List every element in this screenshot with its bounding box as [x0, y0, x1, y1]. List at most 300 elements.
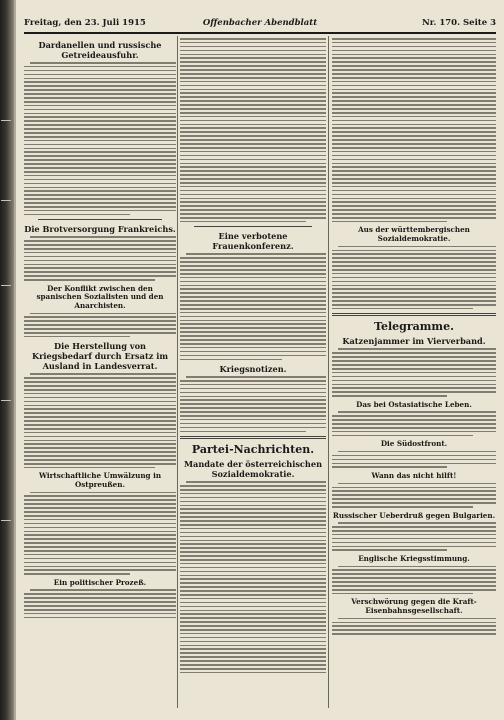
text-line	[332, 573, 496, 575]
text-line	[332, 186, 496, 188]
text-line	[180, 551, 326, 553]
text-line	[338, 246, 496, 248]
text-line	[24, 210, 176, 212]
text-line	[180, 61, 326, 63]
text-line	[24, 240, 176, 242]
text-line	[180, 186, 326, 188]
text-line	[332, 466, 447, 468]
text-line	[24, 316, 176, 318]
article-body	[180, 376, 326, 432]
text-line	[180, 594, 326, 596]
text-line	[180, 571, 326, 573]
text-line	[180, 543, 326, 545]
headline: Dardanellen und russische Getreideausfuhr.	[38, 40, 162, 60]
text-line	[180, 269, 326, 271]
text-line	[332, 159, 496, 161]
text-line	[24, 163, 176, 165]
text-line	[24, 558, 176, 560]
text-line	[180, 116, 326, 118]
text-line	[24, 381, 176, 383]
text-line	[180, 151, 326, 153]
text-line	[332, 120, 496, 122]
text-line	[180, 124, 326, 126]
text-line	[24, 244, 176, 246]
text-line	[332, 92, 496, 94]
text-line	[180, 586, 326, 588]
column-divider	[177, 36, 178, 708]
article	[24, 285, 176, 338]
text-line	[24, 428, 176, 430]
text-line	[24, 206, 176, 208]
text-line	[332, 257, 496, 259]
text-line	[24, 202, 176, 204]
text-line	[332, 269, 496, 271]
text-line	[180, 567, 326, 569]
text-line	[180, 46, 326, 48]
article-body	[180, 253, 326, 360]
article	[180, 38, 326, 222]
text-line	[24, 113, 176, 115]
text-line	[24, 167, 176, 169]
text-line	[24, 397, 176, 399]
text-line	[24, 132, 176, 134]
binding-edge	[0, 0, 14, 720]
text-line	[24, 66, 176, 68]
text-line	[332, 376, 496, 378]
text-line	[180, 335, 326, 337]
text-line	[180, 617, 326, 619]
text-line	[24, 264, 176, 266]
text-line	[180, 127, 326, 129]
text-line	[30, 589, 176, 591]
text-line	[24, 617, 176, 619]
headline: Katzenjammer im Vierverband.	[342, 336, 486, 347]
text-line	[24, 171, 176, 173]
article-body	[332, 483, 496, 508]
text-line	[332, 253, 496, 255]
text-line	[180, 520, 326, 522]
text-line	[24, 408, 176, 410]
text-line	[332, 569, 496, 571]
text-line	[24, 78, 176, 80]
text-line	[332, 108, 496, 110]
text-line	[180, 166, 326, 168]
text-line	[24, 175, 176, 177]
text-line	[186, 481, 326, 483]
text-line	[180, 625, 326, 627]
text-line	[24, 443, 176, 445]
text-line	[24, 332, 176, 334]
text-line	[332, 221, 447, 223]
text-line	[332, 387, 496, 389]
text-line	[332, 174, 496, 176]
headline: Das bei Ostasiatische Leben.	[356, 399, 472, 409]
text-line	[180, 108, 326, 110]
text-line	[332, 384, 496, 386]
article	[180, 231, 326, 360]
text-line	[24, 605, 176, 607]
text-line	[332, 581, 496, 583]
text-line	[180, 81, 326, 83]
text-line	[180, 411, 326, 413]
text-line	[332, 356, 496, 358]
text-line	[180, 602, 326, 604]
text-line	[186, 253, 326, 255]
text-line	[24, 89, 176, 91]
text-line	[180, 621, 326, 623]
text-line	[332, 42, 496, 44]
text-line	[180, 641, 326, 643]
text-line	[332, 288, 496, 290]
text-line	[180, 131, 326, 133]
column-1	[24, 38, 176, 708]
text-line	[180, 277, 326, 279]
headline: Kriegsnotizen.	[219, 364, 287, 375]
article-body	[24, 62, 176, 215]
text-line	[180, 54, 326, 56]
text-line	[24, 151, 176, 153]
text-line	[180, 65, 326, 67]
text-line	[24, 324, 176, 326]
text-line	[338, 618, 496, 620]
text-line	[180, 392, 326, 394]
text-line	[180, 343, 326, 345]
article	[180, 364, 326, 432]
text-line	[180, 508, 326, 510]
text-line	[180, 532, 326, 534]
text-line	[180, 396, 326, 398]
text-line	[332, 273, 496, 275]
text-line	[332, 542, 496, 544]
text-line	[332, 124, 496, 126]
text-line	[180, 359, 282, 361]
text-line	[180, 563, 326, 565]
text-line	[332, 38, 496, 40]
article-body	[24, 492, 176, 575]
text-line	[24, 124, 176, 126]
text-line	[332, 633, 496, 635]
text-line	[332, 300, 496, 302]
text-line	[180, 656, 326, 658]
text-line	[332, 372, 496, 374]
headline: Eine verbotene Frauenkonferenz.	[212, 231, 294, 252]
text-line	[332, 391, 496, 393]
text-line	[332, 147, 496, 149]
text-line	[180, 633, 326, 635]
text-line	[180, 96, 326, 98]
text-line	[180, 431, 306, 433]
text-line	[332, 46, 496, 48]
text-line	[24, 194, 176, 196]
text-line	[24, 412, 176, 414]
headline: Englische Kriegsstimmung.	[358, 554, 470, 563]
text-line	[332, 304, 496, 306]
text-line	[180, 57, 326, 59]
text-line	[24, 328, 176, 330]
text-line	[180, 489, 326, 491]
text-line	[332, 593, 473, 595]
text-line	[180, 38, 326, 40]
paper-title: Offenbacher Abendblatt	[202, 18, 318, 28]
text-line	[24, 155, 176, 157]
text-line	[332, 622, 496, 624]
text-line	[24, 515, 176, 517]
article-body	[332, 566, 496, 595]
headline: Die Südostfront.	[380, 439, 448, 449]
text-line	[24, 140, 176, 142]
text-line	[332, 490, 496, 492]
article	[24, 341, 176, 468]
column-3	[332, 38, 496, 708]
text-line	[24, 573, 130, 575]
section-title: Telegramme.	[374, 320, 454, 334]
text-line	[180, 312, 326, 314]
text-line	[24, 81, 176, 83]
text-line	[180, 610, 326, 612]
text-line	[24, 467, 155, 469]
text-line	[24, 546, 176, 548]
text-line	[332, 296, 496, 298]
text-line	[180, 147, 326, 149]
article	[24, 40, 176, 215]
text-line	[332, 201, 496, 203]
text-line	[180, 339, 326, 341]
text-line	[180, 198, 326, 200]
text-line	[332, 89, 496, 91]
text-line	[180, 135, 326, 137]
text-line	[180, 637, 326, 639]
text-line	[180, 645, 326, 647]
text-line	[24, 424, 176, 426]
text-line	[24, 507, 176, 509]
text-line	[332, 629, 496, 631]
article	[332, 336, 496, 396]
text-line	[24, 377, 176, 379]
text-line	[332, 625, 496, 627]
text-line	[180, 399, 326, 401]
text-line	[24, 93, 176, 95]
text-line	[332, 261, 496, 263]
text-line	[338, 411, 496, 413]
text-line	[180, 355, 326, 357]
text-line	[180, 85, 326, 87]
text-line	[332, 546, 496, 548]
text-line	[24, 416, 176, 418]
text-line	[24, 144, 176, 146]
text-line	[332, 155, 496, 157]
text-line	[24, 597, 176, 599]
text-line	[24, 566, 176, 568]
text-line	[180, 384, 326, 386]
article	[332, 38, 496, 222]
text-line	[332, 250, 496, 252]
text-line	[332, 190, 496, 192]
text-line	[24, 148, 176, 150]
text-line	[180, 407, 326, 409]
text-line	[332, 178, 496, 180]
text-line	[24, 116, 176, 118]
text-line	[24, 97, 176, 99]
article-body	[332, 411, 496, 436]
article-body	[332, 348, 496, 396]
text-line	[24, 609, 176, 611]
text-line	[180, 351, 326, 353]
text-line	[24, 279, 155, 281]
article	[180, 443, 326, 673]
article	[332, 440, 496, 468]
text-line	[180, 423, 326, 425]
text-line	[24, 447, 176, 449]
text-line	[180, 380, 326, 382]
text-line	[180, 652, 326, 654]
text-line	[332, 526, 496, 528]
text-line	[24, 256, 176, 258]
text-line	[24, 523, 176, 525]
text-line	[180, 69, 326, 71]
text-line	[24, 503, 176, 505]
text-line	[24, 519, 176, 521]
text-line	[24, 432, 176, 434]
text-line	[24, 198, 176, 200]
text-line	[180, 221, 306, 223]
text-line	[180, 555, 326, 557]
text-line	[24, 554, 176, 556]
text-line	[180, 664, 326, 666]
article-body	[180, 481, 326, 673]
article-body	[332, 522, 496, 551]
text-line	[30, 313, 176, 315]
text-line	[332, 198, 496, 200]
subheadline: Mandate der österreichischen Sozialdemokratie.	[183, 459, 323, 480]
text-line	[180, 217, 326, 219]
text-line	[180, 415, 326, 417]
text-line	[24, 101, 176, 103]
text-line	[180, 524, 326, 526]
text-line	[180, 163, 326, 165]
text-line	[338, 522, 496, 524]
text-line	[24, 401, 176, 403]
text-line	[180, 323, 326, 325]
text-line	[24, 109, 176, 111]
text-line	[332, 127, 496, 129]
text-line	[180, 590, 326, 592]
text-line	[180, 536, 326, 538]
text-line	[24, 320, 176, 322]
text-line	[180, 104, 326, 106]
text-line	[180, 213, 326, 215]
text-line	[180, 629, 326, 631]
text-line	[332, 463, 496, 465]
text-line	[332, 423, 496, 425]
text-line	[332, 380, 496, 382]
text-line	[332, 163, 496, 165]
text-line	[332, 530, 496, 532]
article	[24, 224, 176, 280]
text-line	[180, 265, 326, 267]
text-line	[24, 601, 176, 603]
article	[332, 472, 496, 508]
text-line	[24, 455, 176, 457]
text-line	[180, 194, 326, 196]
text-line	[180, 485, 326, 487]
text-line	[24, 451, 176, 453]
text-line	[332, 96, 496, 98]
text-line	[24, 120, 176, 122]
text-line	[332, 285, 496, 287]
text-line	[332, 427, 496, 429]
text-line	[24, 260, 176, 262]
text-line	[338, 483, 496, 485]
text-line	[332, 131, 496, 133]
text-line	[332, 577, 496, 579]
text-line	[180, 427, 326, 429]
text-line	[332, 57, 496, 59]
text-line	[332, 498, 496, 500]
text-line	[332, 292, 496, 294]
text-line	[180, 419, 326, 421]
text-line	[332, 85, 496, 87]
text-line	[24, 85, 176, 87]
article	[24, 579, 176, 618]
text-line	[24, 393, 176, 395]
text-line	[180, 182, 326, 184]
text-line	[24, 252, 176, 254]
text-line	[180, 512, 326, 514]
text-line	[332, 395, 447, 397]
text-line	[332, 455, 496, 457]
headline: Aus der württembergischen Sozialdemokratie.	[358, 225, 470, 244]
text-line	[332, 506, 473, 508]
text-line	[24, 214, 130, 216]
text-line	[180, 281, 326, 283]
article-body	[24, 589, 176, 618]
text-line	[180, 613, 326, 615]
text-line	[332, 538, 496, 540]
text-line	[338, 451, 496, 453]
text-line	[180, 292, 326, 294]
text-line	[24, 593, 176, 595]
text-line	[24, 511, 176, 513]
text-line	[332, 549, 447, 551]
article-body	[24, 373, 176, 468]
text-line	[332, 494, 496, 496]
text-line	[180, 261, 326, 263]
text-line	[24, 105, 176, 107]
text-line	[180, 155, 326, 157]
text-line	[24, 405, 176, 407]
text-line	[332, 73, 496, 75]
text-line	[180, 50, 326, 52]
text-line	[180, 516, 326, 518]
text-line	[24, 336, 130, 338]
text-line	[332, 50, 496, 52]
text-line	[180, 316, 326, 318]
text-line	[24, 538, 176, 540]
text-line	[24, 70, 176, 72]
article-body	[332, 618, 496, 635]
text-line	[180, 528, 326, 530]
text-line	[24, 569, 176, 571]
text-line	[180, 89, 326, 91]
text-line	[332, 166, 496, 168]
article-body	[332, 38, 496, 222]
text-line	[180, 493, 326, 495]
text-line	[332, 431, 496, 433]
text-line	[180, 660, 326, 662]
text-line	[338, 348, 496, 350]
text-line	[332, 352, 496, 354]
text-line	[30, 62, 176, 64]
